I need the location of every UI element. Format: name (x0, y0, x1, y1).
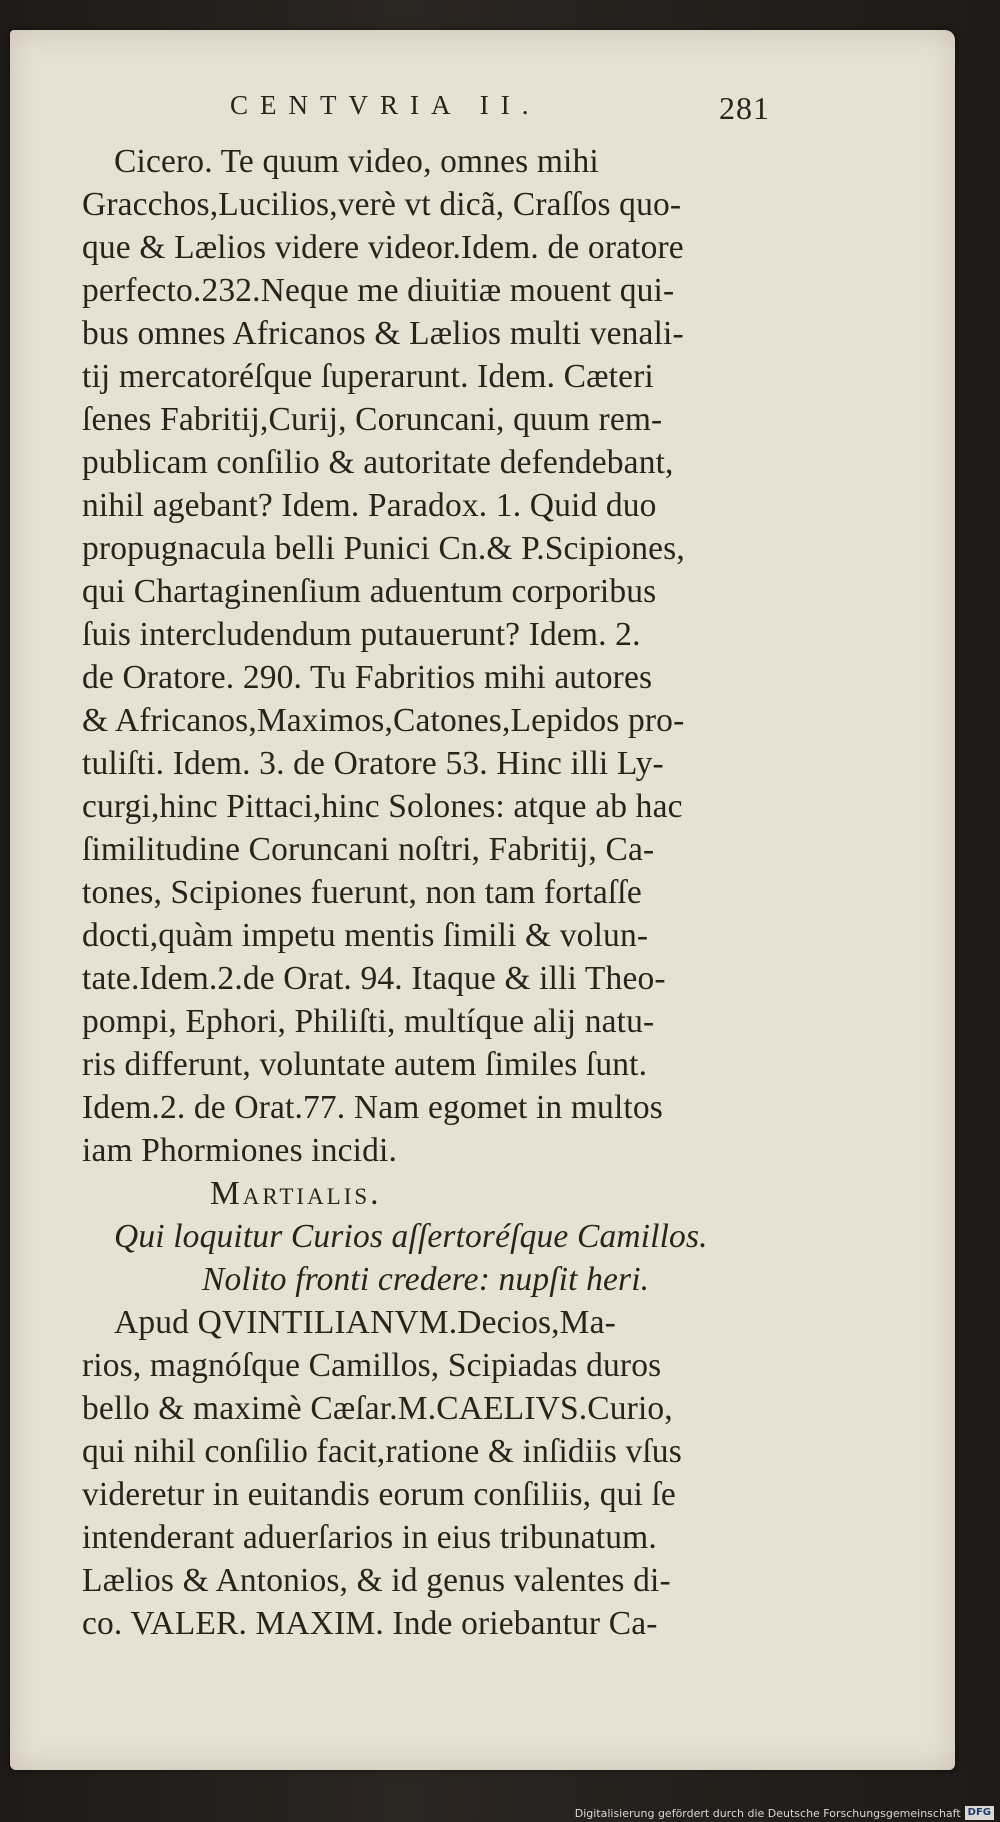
text-line: nihil agebant? Idem. Paradox. 1. Quid duo (82, 487, 657, 524)
page-header (230, 90, 770, 127)
credit-text: Digitalisierung gefördert durch die Deutsche Forschungsgemeinschaft (574, 1806, 961, 1820)
running-title: CENTVRIA II. (230, 90, 541, 120)
text-line: tuliſti. Idem. 3. de Oratore 53. Hinc illi Ly- (82, 745, 664, 782)
text-line: iam Phormiones incidi. (82, 1132, 398, 1169)
text-line: ſimilitudine Coruncani noſtri, Fabritij, Ca- (82, 831, 655, 868)
text-line: bello & maximè Cæſar.M.CAELIVS.Curio, (82, 1390, 673, 1427)
text-line: ſenes Fabritij,Curij, Coruncani, quum rem- (82, 401, 663, 438)
dfg-logo: DFG (965, 1806, 994, 1820)
digitization-credit (575, 1806, 994, 1820)
text-line: de Oratore. 290. Tu Fabritios mihi autores (82, 659, 653, 696)
text-line: tij mercatoréſque ſuperarunt. Idem. Cæteri (82, 358, 654, 395)
text-line: qui Chartaginenſium aduentum corporibus (82, 573, 657, 610)
book-page (10, 30, 955, 1770)
text-line: Idem.2. de Orat.77. Nam egomet in multos (82, 1089, 663, 1126)
text-line: intenderant aduerſarios in eius tribunatum. (82, 1519, 657, 1556)
text-line: tate.Idem.2.de Orat. 94. Itaque & illi Theo- (82, 960, 666, 997)
text-line: tones, Scipiones fuerunt, non tam fortaſſe (82, 874, 642, 911)
text-line: co. VALER. MAXIM. Inde oriebantur Ca- (82, 1605, 658, 1642)
text-line: Apud QVINTILIANVM.Decios,Ma- (114, 1304, 616, 1341)
text-line: ſuis intercludendum putauerunt? Idem. 2. (82, 616, 641, 653)
text-line: pompi, Ephori, Philiſti, multíque alij natu- (82, 1003, 655, 1040)
text-line: que & Lælios videre videor.Idem. de oratore (82, 229, 684, 266)
text-line: qui nihil conſilio facit,ratione & inſidiis vſus (82, 1433, 682, 1470)
text-line: curgi,hinc Pittaci,hinc Solones: atque ab hac (82, 788, 683, 825)
text-line: & Africanos,Maximos,Catones,Lepidos pro- (82, 702, 685, 739)
text-line: propugnacula belli Punici Cn.& P.Scipiones, (82, 530, 685, 567)
page-number: 281 (719, 90, 770, 126)
text-line: bus omnes Africanos & Lælios multi venali- (82, 315, 684, 352)
text-line: Qui loquitur Curios aſſertoréſque Camillos. (114, 1218, 708, 1255)
text-line: Martialis. (210, 1175, 382, 1212)
text-line: videretur in euitandis eorum conſiliis, qui ſe (82, 1476, 676, 1513)
text-line: rios, magnóſque Camillos, Scipiadas duros (82, 1347, 662, 1384)
text-line: publicam conſilio & autoritate defendebant, (82, 444, 674, 481)
text-line: docti,quàm impetu mentis ſimili & volun- (82, 917, 649, 954)
text-line: Nolito fronti credere: nupſit heri. (202, 1261, 650, 1298)
text-line: Lælios & Antonios, & id genus valentes di- (82, 1562, 671, 1599)
body-text (82, 140, 772, 1645)
text-line: ris differunt, voluntate autem ſimiles ſunt. (82, 1046, 648, 1083)
text-line: Gracchos,Lucilios,verè vt dicã, Craſſos quo- (82, 186, 682, 223)
text-line: Cicero. Te quum video, omnes mihi (114, 143, 599, 180)
text-line: perfecto.232.Neque me diuitiæ mouent qui- (82, 272, 675, 309)
